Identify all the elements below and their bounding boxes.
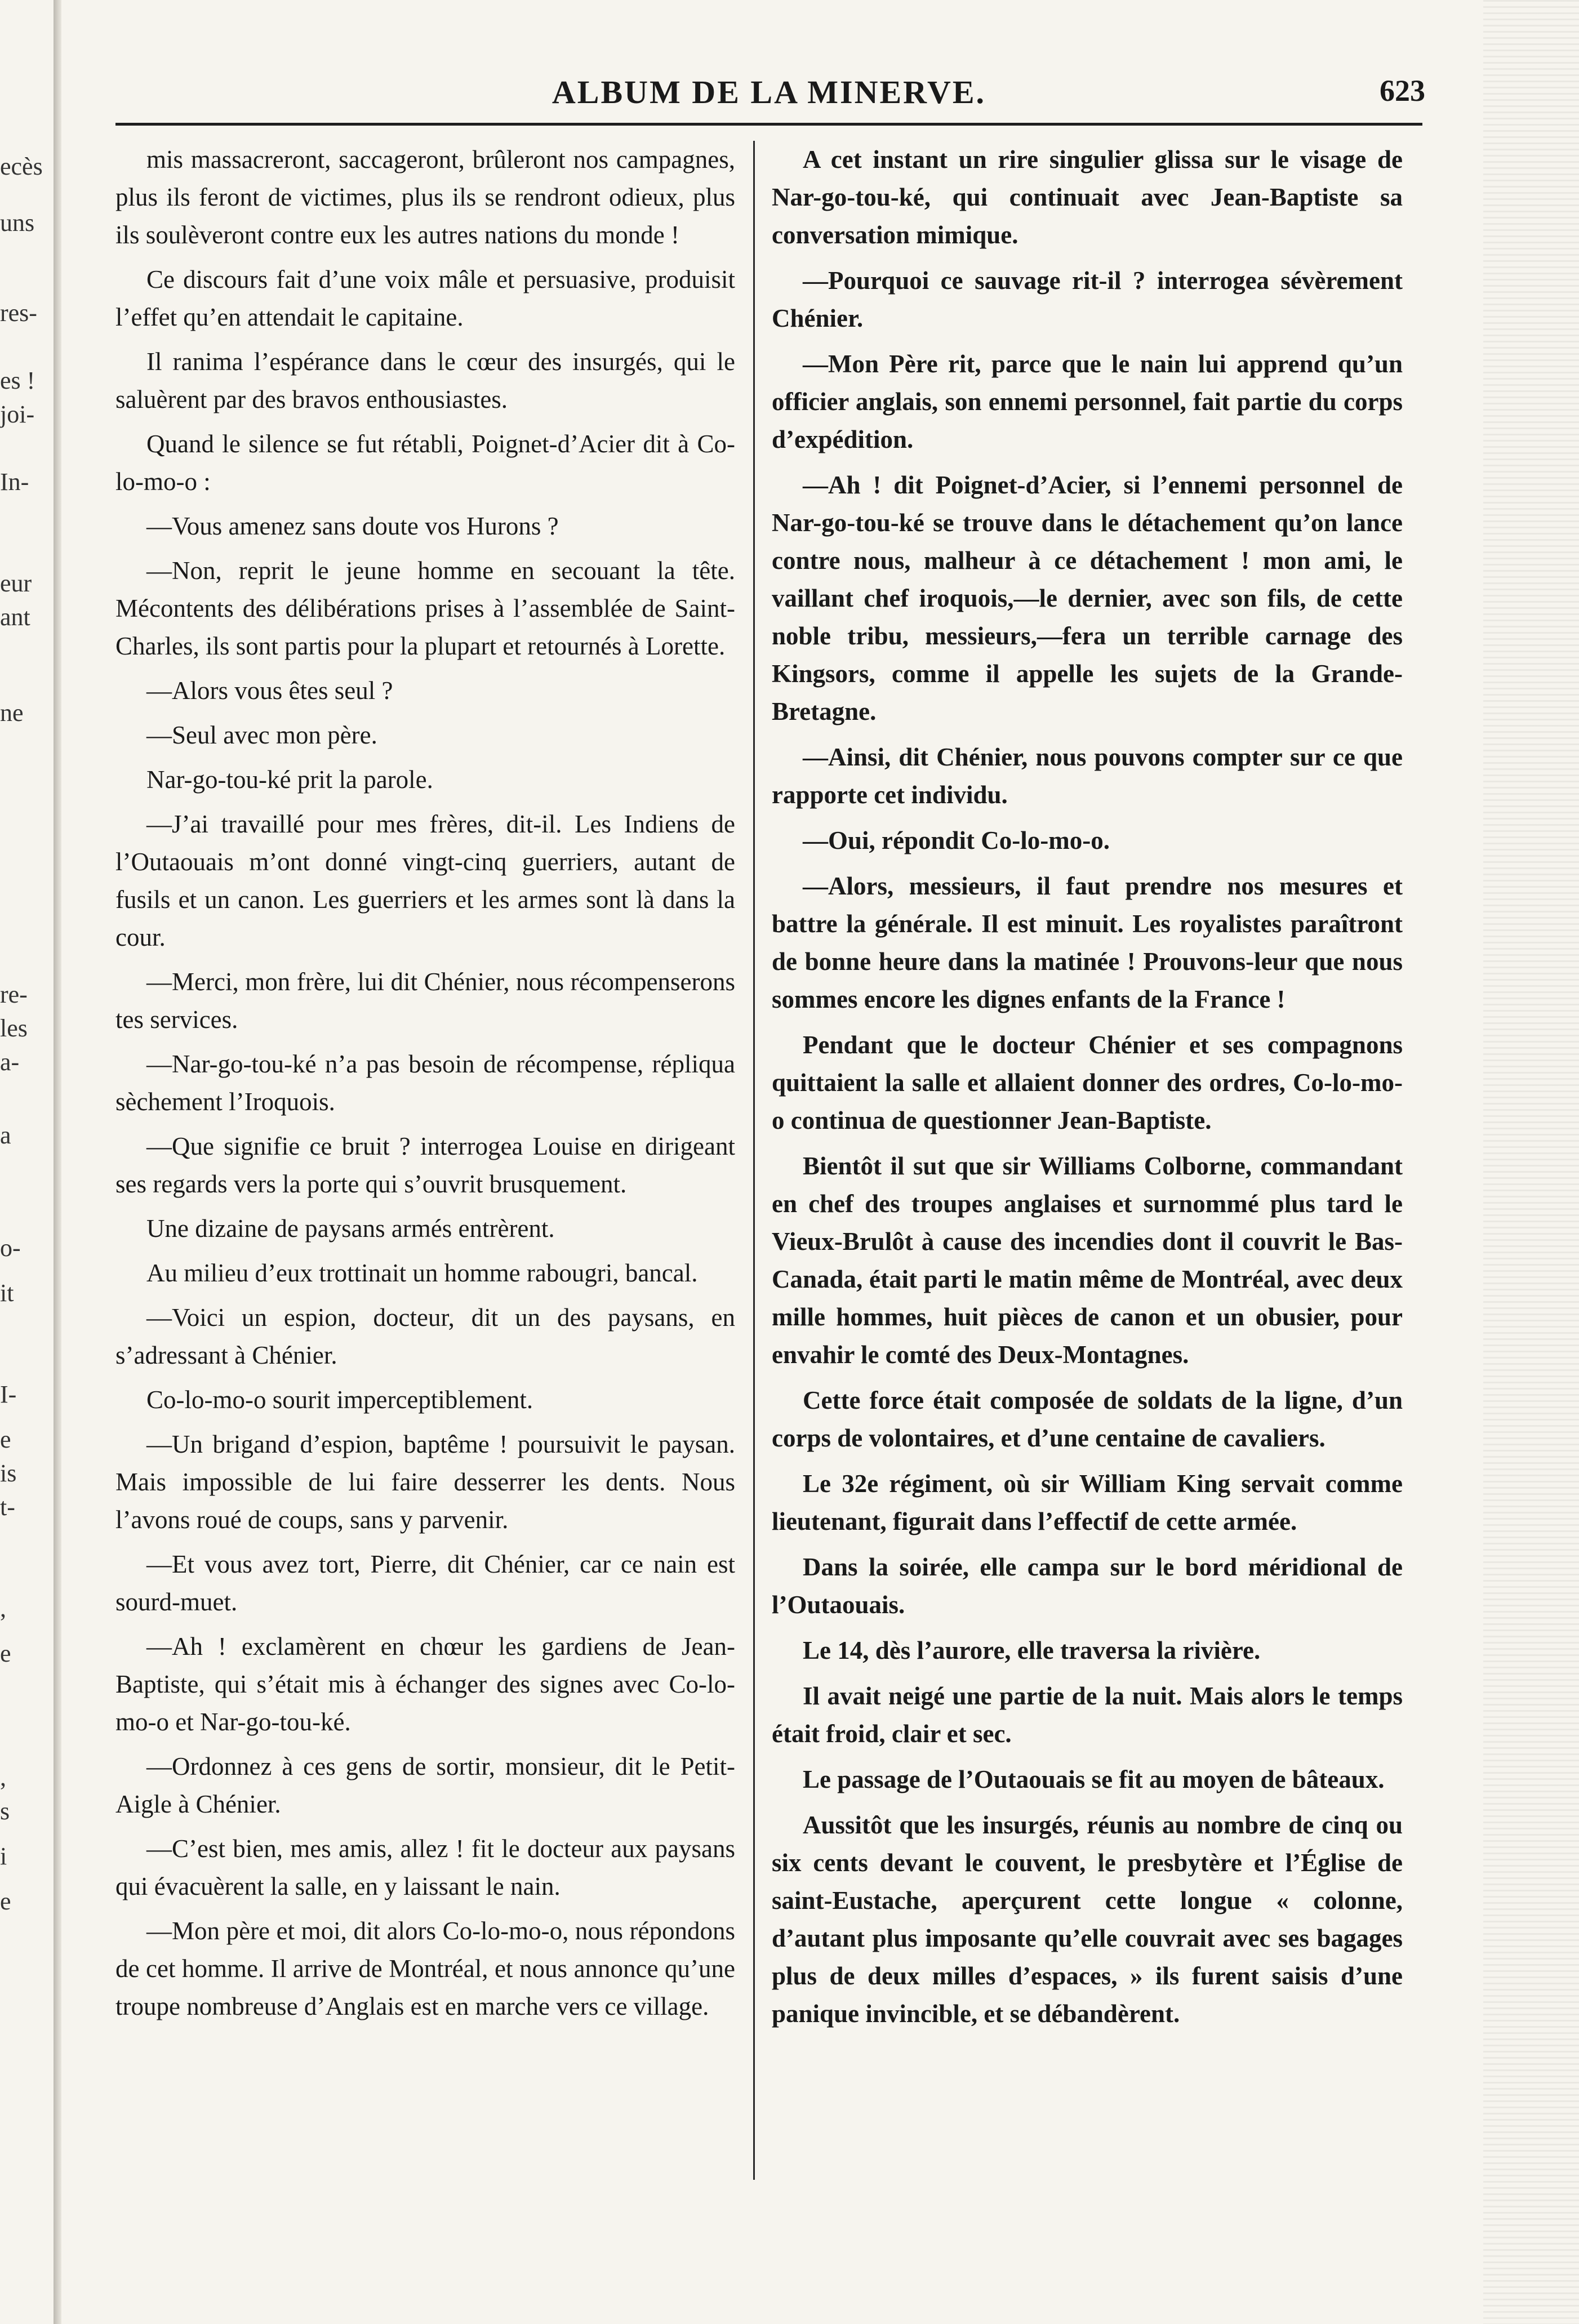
bleed-fragment: a- [0,1048,20,1076]
paragraph: —Et vous avez tort, Pierre, dit Chénier, car ce nain est sourd-muet. [115,1550,735,1616]
bleed-fragment: es ! [0,367,35,394]
scan-noise [1483,0,1579,2324]
paragraph: —Mon Père rit, parce que le nain lui apprend qu’un officier anglais, son ennemi personnel, fait partie du corps d’expédition. [772,350,1403,453]
scan-edge-shadow [54,0,61,2324]
paragraph: —Un brigand d’espion, baptême ! poursuivit le paysan. Mais impossible de lui faire desserrer les dents. Nous l’avons roué de coups, sans y parvenir. [115,1430,735,1534]
paragraph: —Nar-go-tou-ké n’a pas besoin de récompense, répliqua sèchement l’Iroquois. [115,1050,735,1116]
paragraph: —Voici un espion, docteur, dit un des paysans, en s’adressant à Chénier. [115,1303,735,1369]
paragraph: —Ordonnez à ces gens de sortir, monsieur, dit le Petit-Aigle à Chénier. [115,1752,735,1818]
bleed-fragment: e [0,1887,11,1915]
paragraph: —Non, reprit le jeune homme en secouant la tête. Mécontents des délibérations prises à l’assemblée de Saint-Charles, ils sont partis pour la plupart et retournés à Lorette. [115,556,735,660]
paragraph: Une dizaine de paysans armés entrèrent. [146,1214,555,1243]
bleed-fragment: e [0,1640,11,1667]
paragraph: Co-lo-mo-o sourit imperceptiblement. [146,1386,533,1414]
previous-page-bleed [0,130,51,2214]
bleed-fragment: is [0,1459,17,1487]
journal-title: ALBUM DE LA MINERVE. [551,74,986,110]
paragraph: Le passage de l’Outaouais se fit au moyen de bâteaux. [803,1765,1385,1793]
left-column [115,141,735,2032]
bleed-fragment: s [0,1797,10,1825]
paragraph: Quand le silence se fut rétabli, Poignet-d’Acier dit à Co-lo-mo-o : [115,430,735,496]
paragraph: —Alors, messieurs, il faut prendre nos mesures et battre la générale. Il est minuit. Les royalistes paraîtront de bonne heure dans la matinée ! Prouvons-leur que nous sommes encore les dignes enfants de la France ! [772,872,1403,1013]
bleed-fragment: uns [0,209,35,237]
paragraph: —C’est bien, mes amis, allez ! fit le docteur aux paysans qui évacuèrent la salle, en y laissant le nain. [115,1835,735,1900]
bleed-fragment: joi- [0,400,35,428]
bleed-fragment: eur [0,569,32,597]
paragraph: Le 14, dès l’aurore, elle traversa la rivière. [803,1636,1261,1664]
paragraph: Il ranima l’espérance dans le cœur des insurgés, qui le saluèrent par des bravos enthousiastes. [115,348,735,413]
bleed-fragment: t- [0,1493,15,1521]
paragraph: —Vous amenez sans doute vos Hurons ? [146,512,559,540]
paragraph: Au milieu d’eux trottinait un homme rabougri, bancal. [146,1259,698,1287]
paragraph: —Mon père et moi, dit alors Co-lo-mo-o, nous répondons de cet homme. Il arrive de Montréal, et nous annonce qu’une troupe nombreuse d’Anglais est en marche vers ce village. [115,1917,735,2020]
running-header [113,73,1425,124]
right-column [772,141,1403,2041]
paragraph: —Que signifie ce bruit ? interrogea Louise en dirigeant ses regards vers la porte qui s’ouvrit brusquement. [115,1132,735,1198]
bleed-fragment: ant [0,603,30,631]
paragraph: —Ainsi, dit Chénier, nous pouvons compter sur ce que rapporte cet individu. [772,743,1403,809]
paragraph: Il avait neigé une partie de la nuit. Mais alors le temps était froid, clair et sec. [772,1682,1403,1748]
bleed-fragment: ne [0,699,24,727]
paragraph: Aussitôt que les insurgés, réunis au nombre de cinq ou six cents devant le couvent, le presbytère et l’Église de saint-Eustache, aperçurent cette longue « colonne, d’autant plus imposante qu’elle couvrait avec ses bagages plus de deux milles d’espaces, » ils furent saisis d’une panique invincible, et se débandèrent. [772,1811,1403,2028]
paragraph: Ce discours fait d’une voix mâle et persuasive, produisit l’effet qu’en attendait le capitaine. [115,265,735,331]
bleed-fragment: In- [0,468,29,496]
paragraph: Dans la soirée, elle campa sur le bord méridional de l’Outaouais. [772,1553,1403,1619]
bleed-fragment: it [0,1279,14,1307]
page-number: 623 [1380,74,1425,108]
paragraph: —Oui, répondit Co-lo-mo-o. [803,826,1110,854]
header-rule [115,123,1422,126]
paragraph: —Merci, mon frère, lui dit Chénier, nous récompenserons tes services. [115,968,735,1034]
paragraph: Bientôt il sut que sir Williams Colborne, commandant en chef des troupes anglaises et surnommé plus tard le Vieux-Brulôt à cause des incendies dont il couvrit le Bas-Canada, était parti le matin même de Montréal, avec deux mille hommes, huit pièces de canon et un obusier, pour envahir le comté des Deux-Montagnes. [772,1152,1403,1369]
bleed-fragment: , [0,1595,6,1622]
bleed-fragment: o- [0,1234,21,1262]
paragraph: —Ah ! dit Poignet-d’Acier, si l’ennemi personnel de Nar-go-tou-ké se trouve dans le détachement qu’on lance contre nous, malheur à ce détachement ! mon ami, le vaillant chef iroquois,—le dernier, avec son fils, de cette noble tribu, messieurs,—fera un terrible carnage des Kingsors, comme il appelle les sujets de la Grande-Bretagne. [772,471,1403,725]
paragraph: —J’ai travaillé pour mes frères, dit-il. Les Indiens de l’Outaouais m’ont donné vingt-cinq guerriers, autant de fusils et un canon. Les guerriers et les armes sont là dans la cour. [115,810,735,951]
bleed-fragment: i [0,1842,7,1870]
paragraph: —Ah ! exclamèrent en chœur les gardiens de Jean-Baptiste, qui s’était mis à échanger des signes avec Co-lo-mo-o et Nar-go-tou-ké. [115,1632,735,1736]
paragraph: —Alors vous êtes seul ? [146,676,393,705]
paragraph: Nar-go-tou-ké prit la parole. [146,765,433,794]
bleed-fragment: les [0,1014,28,1042]
bleed-fragment: res- [0,299,37,327]
bleed-fragment: , [0,1764,6,1791]
bleed-fragment: a [0,1121,11,1149]
paragraph: Le 32e régiment, où sir William King servait comme lieutenant, figurait dans l’effectif de cette armée. [772,1470,1403,1535]
paragraph: Pendant que le docteur Chénier et ses compagnons quittaient la salle et allaient donner des ordres, Co-lo-mo-o continua de questionner Jean-Baptiste. [772,1031,1403,1134]
paragraph: Cette force était composée de soldats de la ligne, d’un corps de volontaires, et d’une centaine de cavaliers. [772,1386,1403,1452]
paragraph: —Seul avec mon père. [146,721,377,749]
paragraph: mis massacreront, saccageront, brûleront nos campagnes, plus ils feront de victimes, plus ils se rendront odieux, plus ils soulèveront contre eux les autres nations du monde ! [115,145,735,249]
paragraph: —Pourquoi ce sauvage rit-il ? interrogea sévèrement Chénier. [772,266,1403,332]
paragraph: A cet instant un rire singulier glissa sur le visage de Nar-go-tou-ké, qui continuait avec Jean-Baptiste sa conversation mimique. [772,145,1403,249]
bleed-fragment: ecès [0,153,43,180]
bleed-fragment: e [0,1426,11,1453]
bleed-fragment: re- [0,981,28,1008]
bleed-fragment: I- [0,1381,17,1408]
column-divider [753,141,755,2180]
